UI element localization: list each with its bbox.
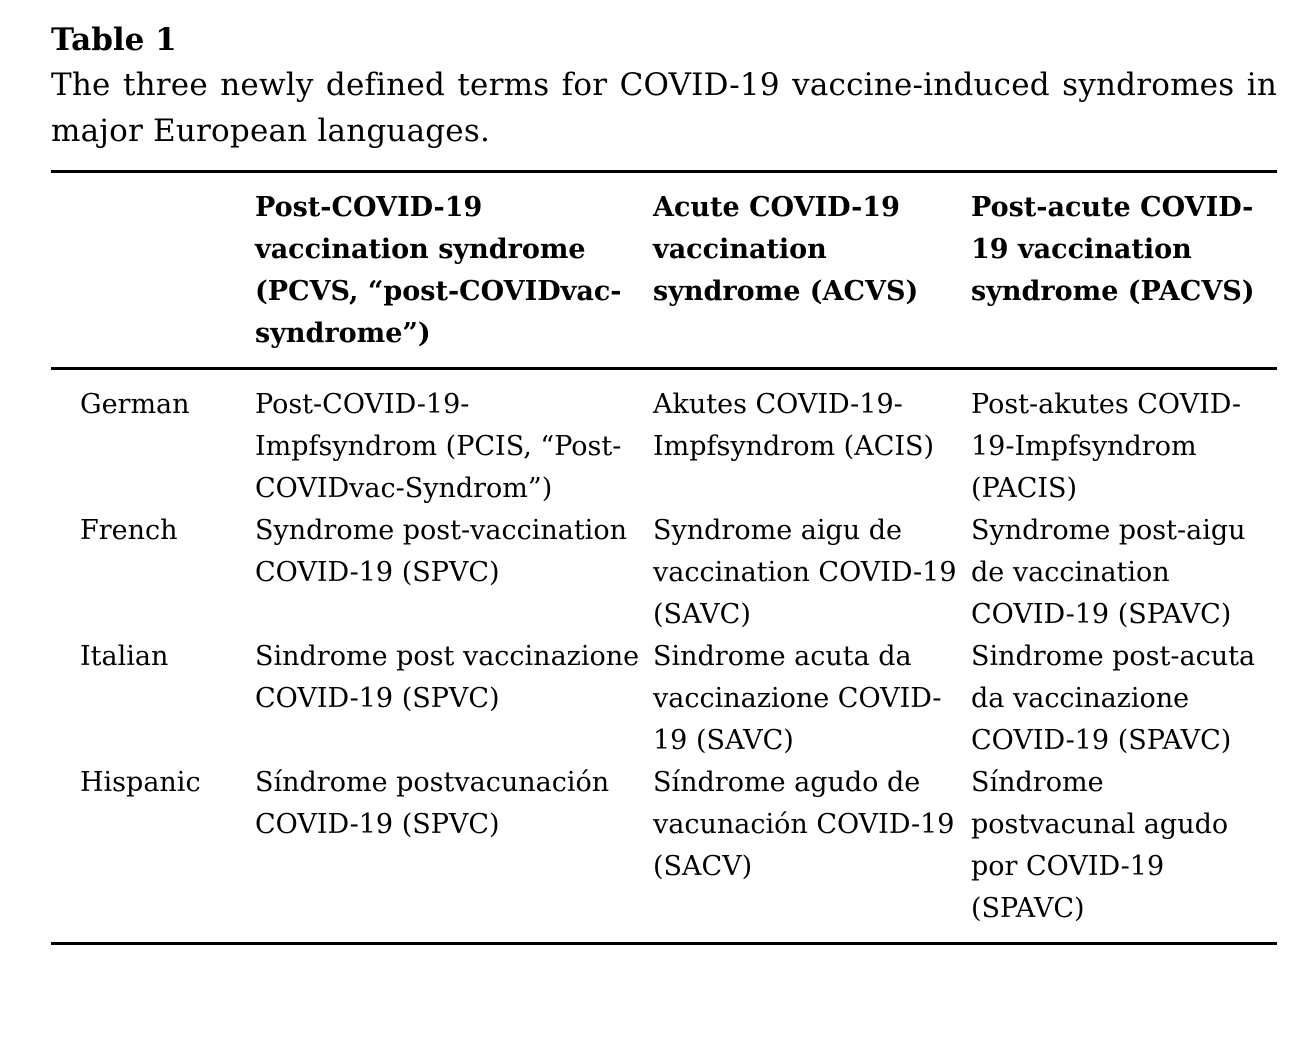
cell-acvs: Akutes COVID-19-Impfsyndrom (ACIS)	[653, 389, 935, 462]
table-row	[51, 369, 1277, 511]
cell-pcvs: Syndrome post-vaccination COVID-19 (SPVC)	[255, 515, 627, 588]
header-language	[51, 172, 255, 369]
table-figure	[51, 22, 1277, 945]
header-pacvs: Post-acute COVID-19 vaccination syndrome (PACVS)	[971, 192, 1255, 307]
cell-acvs: Syndrome aigu de vaccination COVID-19 (SAVC)	[653, 515, 957, 630]
table-caption: The three newly defined terms for COVID-19 vaccine-induced syndromes in major European languages.	[51, 67, 1277, 149]
table-row	[51, 762, 1277, 944]
cell-pcvs: Síndrome postvacunación COVID-19 (SPVC)	[255, 767, 610, 840]
header-acvs: Acute COVID-19 vaccination syndrome (ACVS)	[653, 192, 919, 307]
cell-pacvs: Sindrome post-acuta da vaccinazione COVID-19 (SPAVC)	[971, 641, 1256, 756]
cell-pacvs: Síndrome postvacunal agudo por COVID-19 (SPAVC)	[971, 767, 1229, 924]
table-row	[51, 636, 1277, 762]
table-row	[51, 510, 1277, 636]
table-header-row	[51, 172, 1277, 369]
terms-table	[51, 170, 1277, 945]
row-language: Hispanic	[80, 767, 201, 798]
row-language: French	[80, 515, 178, 546]
row-language: Italian	[80, 641, 169, 672]
cell-pcvs: Post-COVID-19-Impfsyndrom (PCIS, “Post-COVIDvac-Syndrom”)	[255, 389, 622, 504]
cell-acvs: Síndrome agudo de vacunación COVID-19 (SACV)	[653, 767, 955, 882]
cell-acvs: Sindrome acuta da vaccinazione COVID-19 (SAVC)	[653, 641, 942, 756]
cell-pcvs: Sindrome post vaccinazione COVID-19 (SPVC)	[255, 641, 640, 714]
row-language: German	[80, 389, 190, 420]
cell-pacvs: Syndrome post-aigu de vaccination COVID-19 (SPAVC)	[971, 515, 1246, 630]
header-pcvs: Post-COVID-19 vaccination syndrome (PCVS, “post-COVIDvac-syndrome”)	[255, 192, 622, 349]
cell-pacvs: Post-akutes COVID-19-Impfsyndrom (PACIS)	[971, 389, 1242, 504]
table-label: Table 1	[51, 22, 177, 58]
